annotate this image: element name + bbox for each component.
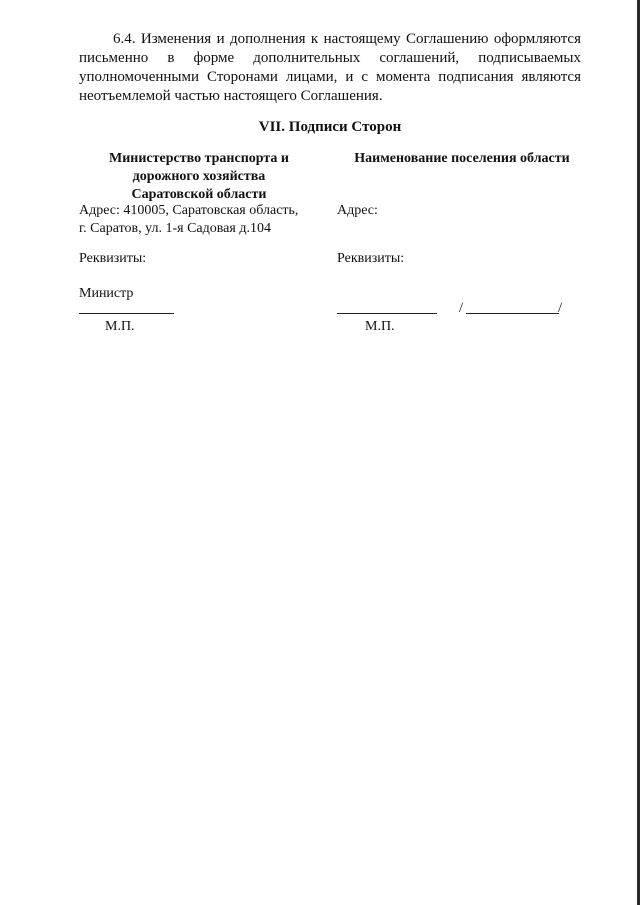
clause-line-4: неотъемлемой частью настоящего Соглашения. bbox=[79, 88, 383, 104]
right-name-slash-open: / bbox=[459, 300, 464, 316]
clause-line-1: 6.4. Изменения и дополнения к настоящему Соглашению оформляются bbox=[113, 31, 581, 47]
left-party-name-line: Саратовской области bbox=[131, 187, 267, 202]
section-title: VII. Подписи Сторон bbox=[258, 119, 402, 135]
right-stamp-label: М.П. bbox=[365, 319, 395, 334]
left-signature-line bbox=[79, 313, 174, 314]
right-party-address: Адрес: bbox=[337, 203, 378, 218]
right-name-slash-close: / bbox=[558, 300, 563, 316]
left-party-requisites: Реквизиты: bbox=[79, 251, 147, 266]
right-party-requisites: Реквизиты: bbox=[337, 251, 405, 266]
clause-line-3: уполномоченными Сторонами лицами, и с момента подписания являются bbox=[79, 69, 581, 85]
right-party-name: Наименование поселения области bbox=[354, 151, 570, 166]
right-name-line bbox=[466, 313, 559, 314]
left-party-address bbox=[79, 202, 319, 238]
right-signature-line bbox=[337, 313, 437, 314]
left-stamp-label: М.П. bbox=[105, 319, 135, 334]
left-party-name bbox=[79, 150, 319, 204]
clause-6-4 bbox=[79, 30, 581, 106]
clause-line-2: письменно в форме дополнительных соглашений, подписываемых bbox=[79, 50, 581, 66]
left-party-name-line: дорожного хозяйства bbox=[132, 169, 266, 184]
left-signatory-title: Министр bbox=[79, 286, 134, 301]
left-address-line: Адрес: 410005, Саратовская область, bbox=[79, 203, 299, 218]
left-address-line: г. Саратов, ул. 1-я Садовая д.104 bbox=[79, 221, 271, 236]
left-party-name-line: Министерство транспорта и bbox=[109, 151, 289, 166]
